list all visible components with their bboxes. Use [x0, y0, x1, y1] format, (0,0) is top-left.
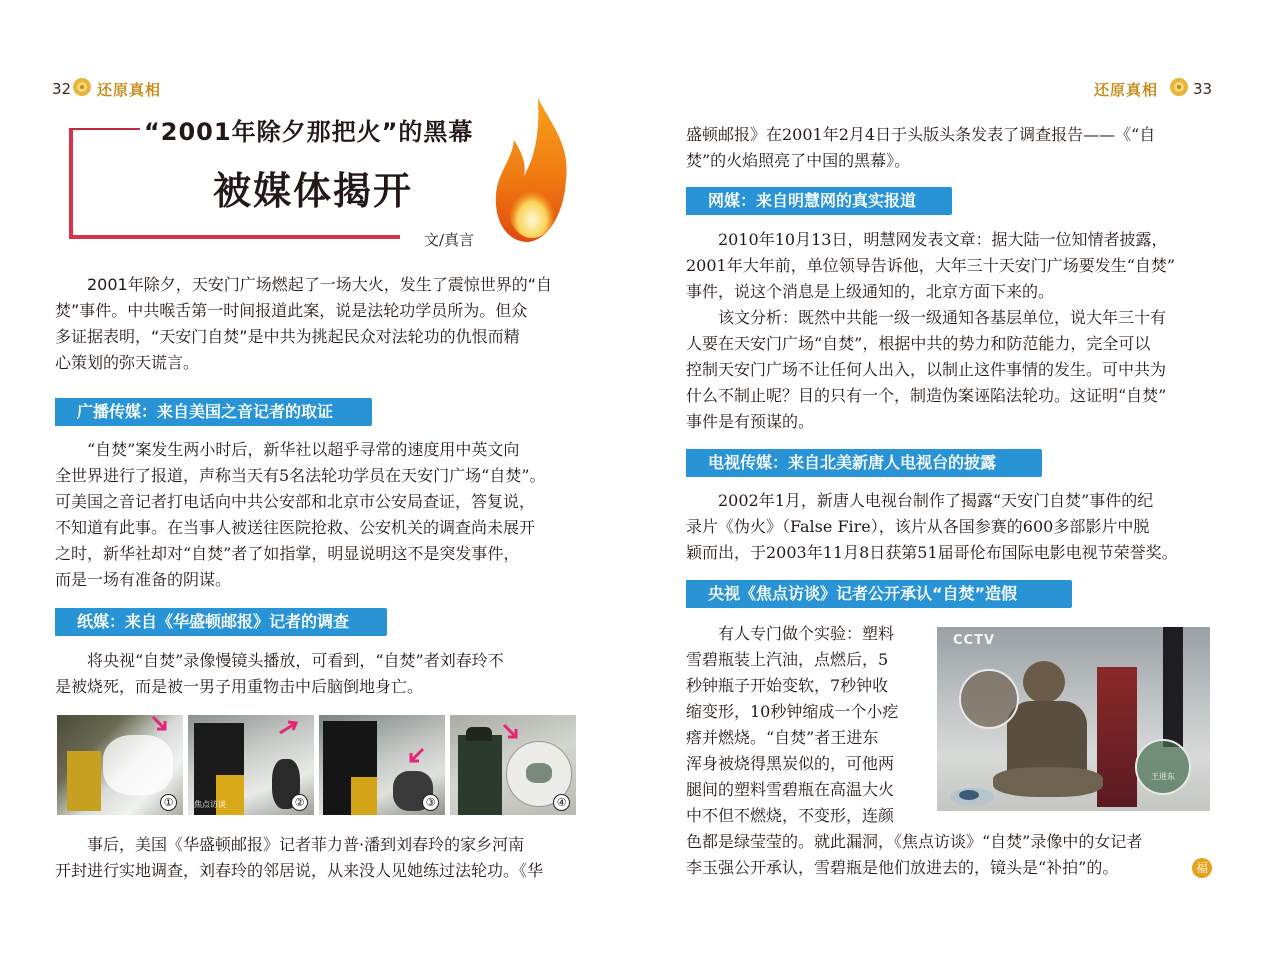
- continuation-paragraph: 盛顿邮报》在2001年2月4日于头版头条发表了调查报告——《“自 焚”的火焰照亮了中国的黑幕》。: [686, 125, 1156, 170]
- tv-logo: 焦点访谈: [194, 800, 226, 809]
- arrow-icon: [407, 747, 425, 765]
- section-heading-web: 网媒：来自明慧网的真实报道: [686, 187, 952, 215]
- frame-number: ①: [160, 794, 177, 811]
- byline: 文/真言: [424, 231, 475, 249]
- news-photo: [937, 627, 1210, 811]
- video-frame-2: [188, 715, 314, 815]
- right-page-number: 33: [1193, 80, 1213, 98]
- flame-icon: [490, 96, 574, 244]
- section-heading-cctv: 央视《焦点访谈》记者公开承认“自焚”造假: [686, 580, 1072, 608]
- left-page-number: 32: [52, 80, 72, 98]
- section-body-cctv-tail: 色都是绿莹莹的。就此漏洞，《焦点访谈》“自焚”录像中的女记者 李玉强公开承认，雪碧瓶是他们放进去的，镜头是“补拍”的。: [686, 832, 1143, 877]
- bottle-icon: [947, 779, 997, 809]
- video-frame-4: [450, 715, 576, 815]
- section-body-cctv: 有人专门做个实验：塑料 雪碧瓶装上汽油，点燃后，5 秒钟瓶子开始变软，7秒钟收 缩变形，10秒钟缩成一个小疙 瘩并燃烧。“自焚”者王进东 浑身被烧得黑炭似的，可他两 腿间的塑料雪碧瓶在高温大火 中不但不燃烧，不变形，连颜: [686, 624, 899, 825]
- closing-paragraph: 事后，美国《华盛顿邮报》记者菲力普·潘到刘春玲的家乡河南 开封进行实地调查，刘春玲的邻居说，从来没人见她练过法轮功。《华: [55, 835, 544, 880]
- right-running-header: 还原真相: [1094, 81, 1159, 99]
- video-frame-1: [57, 715, 183, 815]
- left-running-header: 还原真相: [97, 81, 162, 99]
- video-frame-3: [319, 715, 445, 815]
- section-body-web: 2010年10月13日，明慧网发表文章：据大陆一位知情者披露， 2001年大年前，单位领导告诉他，大年三十天安门广场要发生“自焚” 事件，说这个消息是上级通知的，北京方面下来的。 该文分析：既然中共能一级一级通知各基层单位，说大年三十有 人要在天安门广场“自焚”，根据中共的势力和防范能力，完全可以 控制天安门广场不让任何人出入，以制止这件事情的发生。可中共为 什么不制止呢？目的只有一个，制造伪案诬陷法轮功。这证明“自焚” 事件是有预谋的。: [686, 230, 1176, 431]
- cctv-logo: CCTV: [953, 633, 996, 648]
- frame-number: ②: [291, 794, 308, 811]
- section-body-tv: 2002年1月，新唐人电视台制作了揭露“天安门自焚”事件的纪 录片《伪火》（False Fire），该片从各国参赛的600多部影片中脱 颖而出，于2003年11月8日获第51届哥伦布国际电影电视节荣誉奖。: [686, 491, 1178, 562]
- section-body-print: 将央视“自焚”录像慢镜头播放，可看到，“自焚”者刘春玲不 是被烧死，而是被一男子用重物击中后脑倒地身亡。: [55, 651, 504, 696]
- frame-number: ④: [553, 794, 570, 811]
- section-heading-broadcast: 广播传媒：来自美国之音记者的取证: [55, 398, 372, 426]
- fu-badge-icon: 福: [1192, 858, 1212, 878]
- section-heading-print: 纸媒：来自《华盛顿邮报》记者的调查: [55, 608, 387, 636]
- arrow-icon: [151, 715, 169, 733]
- arrow-icon: [278, 719, 300, 735]
- flower-icon: [71, 76, 93, 98]
- section-body-broadcast: “自焚”案发生两小时后，新华社以超乎寻常的速度用中英文向 全世界进行了报道，声称当天有5名法轮功学员在天安门广场“自焚”。 可美国之音记者打电话向中共公安部和北京市公安局查证，答复说， 不知道有此事。在当事人被送往医院抢救、公安机关的调查尚未展开 之时，新华社却对“自焚”者了如指掌，明显说明这不是突发事件， 而是一场有准备的阴谋。: [55, 440, 546, 589]
- flower-icon: [1168, 76, 1190, 98]
- section-heading-tv: 电视传媒：来自北美新唐人电视台的披露: [686, 449, 1042, 477]
- photo-caption: 王进东: [1151, 772, 1175, 781]
- intro-paragraph: 2001年除夕，天安门广场燃起了一场大火，发生了震惊世界的“自 焚”事件。中共喉舌第一时间报道此案，说是法轮功学员所为。但众 多证据表明，“天安门自焚”是中共为挑起民众对法轮功的仇恨而精 心策划的弥天谎言。: [55, 275, 553, 372]
- title-line-1: “2001年除夕那把火”的黑幕: [140, 112, 477, 147]
- frame-number: ③: [422, 794, 439, 811]
- title-line-2: 被媒体揭开: [213, 169, 414, 213]
- arrow-icon: [502, 723, 520, 741]
